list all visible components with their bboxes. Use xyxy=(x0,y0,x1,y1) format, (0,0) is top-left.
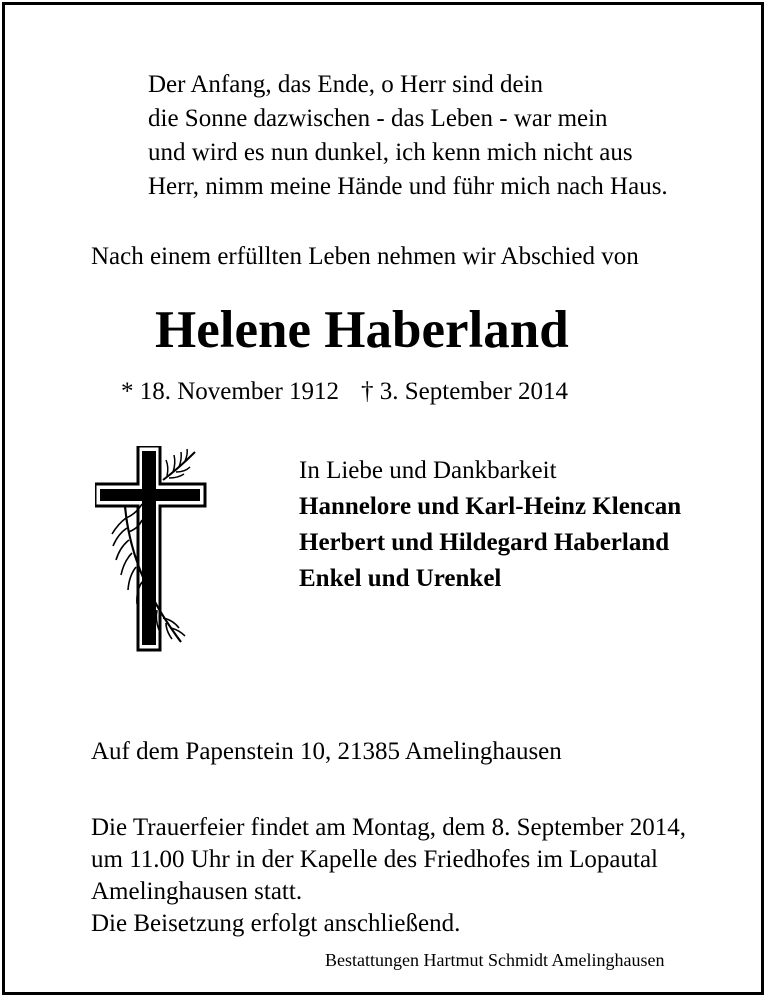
cross-with-palm-branch-icon xyxy=(95,446,207,652)
mourner-name: Herbert und Hildegard Haberland xyxy=(299,529,670,556)
poem xyxy=(148,68,668,204)
address: Auf dem Papenstein 10, 21385 Amelinghausen xyxy=(91,738,562,765)
service-info xyxy=(91,812,686,940)
mourner-name: Enkel und Urenkel xyxy=(299,565,502,592)
mourners-intro: In Liebe und Dankbarkeit xyxy=(299,457,557,484)
service-line: um 11.00 Uhr in der Kapelle des Friedhofes im Lopautal xyxy=(91,846,658,873)
service-line: Die Trauerfeier findet am Montag, dem 8. September 2014, xyxy=(91,814,686,841)
death-date: † 3. September 2014 xyxy=(361,378,568,405)
service-line: Amelinghausen statt. xyxy=(91,878,303,905)
poem-line: die Sonne dazwischen - das Leben - war mein xyxy=(148,105,608,132)
mourners-block xyxy=(299,453,681,597)
undertaker-credit: Bestattungen Hartmut Schmidt Amelinghausen xyxy=(325,950,665,970)
poem-line: und wird es nun dunkel, ich kenn mich nicht aus xyxy=(148,139,633,166)
poem-line: Der Anfang, das Ende, o Herr sind dein xyxy=(148,71,544,98)
mourner-name: Hannelore und Karl-Heinz Klencan xyxy=(299,493,682,520)
service-line: Die Beisetzung erfolgt anschließend. xyxy=(91,910,461,937)
poem-line: Herr, nimm meine Hände und führ mich nach Haus. xyxy=(148,173,668,200)
life-dates xyxy=(121,378,568,406)
farewell-intro: Nach einem erfüllten Leben nehmen wir Abschied von xyxy=(91,243,639,270)
deceased-name: Helene Haberland xyxy=(155,301,569,359)
birth-date: * 18. November 1912 xyxy=(121,378,340,405)
